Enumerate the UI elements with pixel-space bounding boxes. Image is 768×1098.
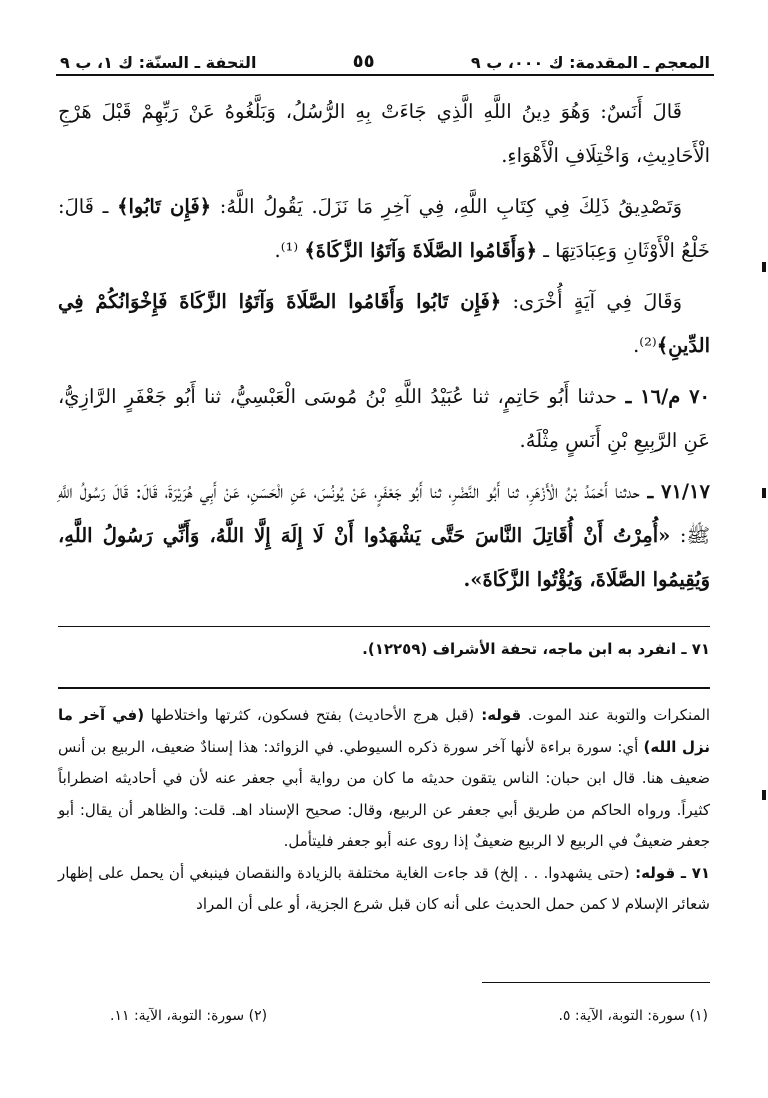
paragraph-tasdiq	[58, 185, 710, 273]
commentary-1-a: المنكرات والتوبة عند الموت.	[521, 706, 710, 724]
running-header	[60, 38, 710, 72]
hadith-71-isnad: حدثنا أَحْمَدُ بْنُ الْأَزْهَرِ، ثنا أَبُو النَّضْرِ، ثنا أَبُو جَعْفَرٍ، عَنْ يُونُسَ، عَنِ الْحَسَنِ، عَنْ أَبِي هُرَيْرَةَ، قَالَ: قَالَ رَسُولُ اللَّهِ ﷺ:	[58, 480, 711, 547]
hadith-70-text: حدثنا أَبُو حَاتِمٍ، ثنا عُبَيْدُ اللَّهِ بْنُ مُوسَى الْعَبْسِيُّ، ثنا أَبُو جَعْفَرٍ الرَّازِيُّ، عَنِ الرَّبِيعِ بْنِ أَنَسٍ مِثْلَهُ.	[58, 385, 710, 452]
right-running-head: المعجم ـ المقدمة: ك ٠٠٠، ب ٩	[470, 53, 710, 72]
takhrij-note: ٧١ ـ انفرد به ابن ماجه، تحفة الأشراف (١٢٢٥٩).	[362, 640, 710, 658]
commentary-paragraph-1	[58, 700, 710, 858]
footnote-1: (١) سورة: التوبة، الآية: ٥.	[558, 1008, 708, 1024]
page-number: ٥٥	[352, 51, 375, 72]
commentary-2-text: (حتى يشهدوا. . . إلخ) قد جاءت الغاية مختلفة بالزيادة والنقصان فينبغي أن يحمل على إظهار شعائر الإسلام لا كمن حمل الحديث على أنه كان قبل شرع الجزية، أو على أن المراد	[58, 863, 710, 913]
footnote-2: (٢) سورة: التوبة، الآية: ١١.	[110, 1008, 268, 1024]
footnote-ref-2: ⁽²⁾.	[633, 334, 657, 357]
footnote-separator	[482, 982, 710, 983]
quran-quote-3: ﴿فَإِن تَابُوا وَأَقَامُوا الصَّلَاةَ وَآتَوُا الزَّكَاةَ فَإِخْوَانُكُمْ فِي الدِّينِ﴾	[58, 290, 710, 357]
tasdiq-text-b: ـ قَالَ: خَلْعُ الْأَوْثَانِ وَعِبَادَتِهَا ـ	[58, 195, 710, 262]
commentary-2-label: ٧١ ـ قوله:	[629, 863, 711, 882]
commentary-1-e: أي: سورة براءة لأنها آخر سورة ذكره السيوطي. في الزوائد: هذا إسنادٌ ضعيف، الربيع بن أنس ضعيف هنا. قال ابن حبان: الناس يتقون حديثه ما كان من رواية أبي جعفر عنه لأن في أحاديثه اضطراباً كثيراً. ورواه الحاكم من طريق أبي جعفر عن الربيع، وقال: صحيح الإسناد اهـ. قلت: والظاهر أن يقال: أبو جعفر ضعيفٌ في الربيع لا الربيع ضعيفٌ إذا روى عنه أبو جعفر فليتأمل.	[58, 737, 710, 850]
commentary	[58, 700, 710, 921]
left-running-head: التحفة ـ السنّة: ك ١، ب ٩	[60, 53, 257, 72]
another-verse-text: وَقَالَ فِي آيَةٍ أُخْرَى:	[501, 290, 682, 313]
paragraph-anas	[58, 90, 710, 178]
paragraph-another-verse	[58, 280, 710, 368]
hadith-71-number: ٧١/١٧ ـ	[639, 480, 710, 503]
commentary-paragraph-2	[58, 858, 710, 921]
hadith-70-number: ٧٠ م/١٦ ـ	[616, 385, 711, 408]
commentary-1-d: (في آخر ما نزل الله)	[58, 706, 710, 756]
commentary-1-c: (قبل هرج الأحاديث) بفتح فسكون، كثرتها واختلاطها	[144, 706, 475, 724]
edge-mark-1	[762, 262, 766, 272]
commentary-1-qawluhu: قوله:	[474, 706, 522, 724]
hadith-71	[58, 470, 710, 602]
edge-mark-2	[762, 488, 766, 498]
header-rule	[56, 74, 714, 76]
main-text	[58, 90, 710, 609]
paragraph-anas-text: قَالَ أَنَسٌ: وَهُوَ دِينُ اللَّهِ الَّذِي جَاءَتْ بِهِ الرُّسُلُ، وَبَلَّغُوهُ عَنْ رَبِّهِمْ قَبْلَ هَرْجِ الْأَحَادِيثِ، وَاخْتِلَافِ الْأَهْوَاءِ.	[58, 100, 710, 167]
quran-quote-1: ﴿فَإِن تَابُوا﴾	[117, 195, 212, 218]
quran-quote-2: ﴿وَأَقَامُوا الصَّلَاةَ وَآتَوُا الزَّكَاةَ﴾	[304, 239, 538, 262]
hadith-70	[58, 375, 710, 463]
commentary-separator	[58, 687, 710, 689]
tasdiq-text-a: وَتَصْدِيقُ ذَلِكَ فِي كِتَابِ اللَّهِ، فِي آخِرِ مَا نَزَلَ. يَقُولُ اللَّهُ:	[211, 195, 682, 218]
takhrij-separator	[58, 626, 710, 627]
footnote-ref-1: ⁽¹⁾.	[274, 239, 305, 262]
footnotes	[60, 1008, 708, 1024]
edge-mark-3	[762, 790, 766, 800]
hadith-71-matn: «أُمِرْتُ أَنْ أُقَاتِلَ النَّاسَ حَتَّى يَشْهَدُوا أَنْ لَا إِلَهَ إِلَّا اللَّهُ، وَأَنِّي رَسُولُ اللَّهِ، وَيُقِيمُوا الصَّلَاةَ، وَيُؤْتُوا الزَّكَاةَ».	[58, 524, 710, 591]
